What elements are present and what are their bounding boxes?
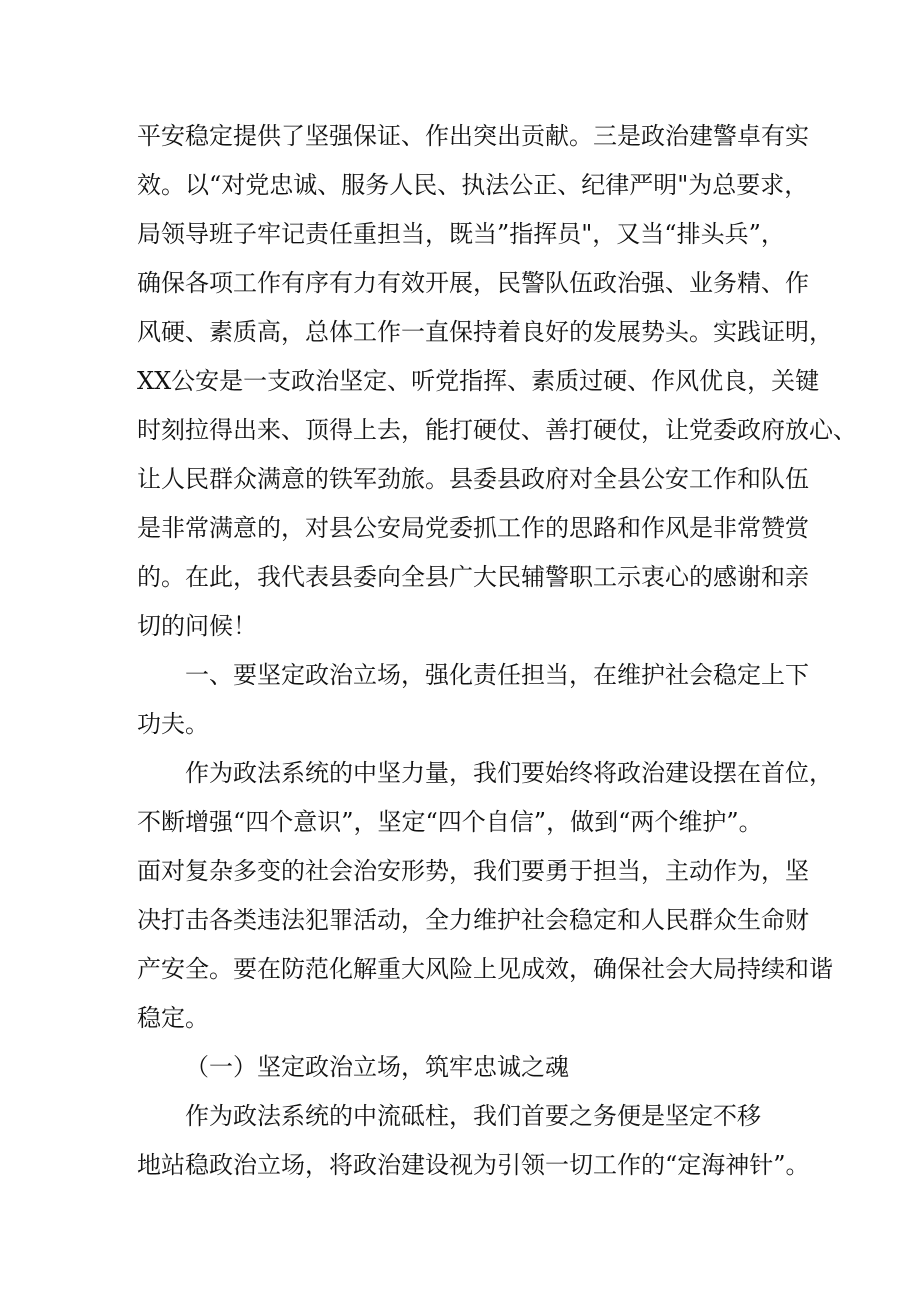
text-line: XX公安是一支政治坚定、听党指挥、素质过硬、作风优良，关键: [137, 367, 820, 395]
text-line: 切的问候！: [137, 612, 257, 640]
text-line: 面对复杂多变的社会治安形势，我们要勇于担当，主动作为，坚: [137, 857, 809, 885]
text-line: 让人民群众满意的铁军劲旅。县委县政府对全县公安工作和队伍: [137, 465, 809, 493]
subsection-heading: （一）坚定政治立场，筑牢忠诚之魂: [185, 1053, 569, 1081]
text-line: 决打击各类违法犯罪活动，全力维护社会稳定和人民群众生命财: [137, 906, 809, 934]
text-line: 平安稳定提供了坚强保证、作出突出贡献。三是政治建警卓有实: [137, 122, 809, 150]
text-line: 效。以“对党忠诚、服务人民、执法公正、纪律严明"为总要求，: [137, 171, 809, 199]
text-line: 是非常满意的，对县公安局党委抓工作的思路和作风是非常赞赏: [137, 514, 809, 542]
text-line: 地站稳政治立场，将政治建设视为引领一切工作的“定海神针”。: [137, 1151, 810, 1179]
section-heading-cont: 功夫。: [137, 710, 209, 738]
paragraph-first-line: 作为政法系统的中流砥柱，我们首要之务便是坚定不移: [185, 1102, 761, 1130]
text-line: 产安全。要在防范化解重大风险上见成效，确保社会大局持续和谐: [137, 955, 833, 983]
text-line: 稳定。: [137, 1004, 209, 1032]
text-line: 确保各项工作有序有力有效开展，民警队伍政治强、业务精、作: [137, 269, 809, 297]
section-heading: 一、要坚定政治立场，强化责任担当，在维护社会稳定上下: [185, 661, 809, 689]
text-line: 时刻拉得出来、顶得上去，能打硬仗、善打硬仗，让党委政府放心、: [137, 416, 857, 444]
text-line: 的。在此，我代表县委向全县广大民辅警职工示衷心的感谢和亲: [137, 563, 809, 591]
text-line: 不断增强“四个意识”，坚定“四个自信”，做到“两个维护”。: [137, 808, 763, 836]
text-line: 风硬、素质高，总体工作一直保持着良好的发展势头。实践证明，: [137, 318, 833, 346]
paragraph-first-line: 作为政法系统的中坚力量，我们要始终将政治建设摆在首位，: [185, 759, 833, 787]
text-line: 局领导班子牢记责任重担当，既当”指挥员"，又当“排头兵”，: [137, 220, 785, 248]
